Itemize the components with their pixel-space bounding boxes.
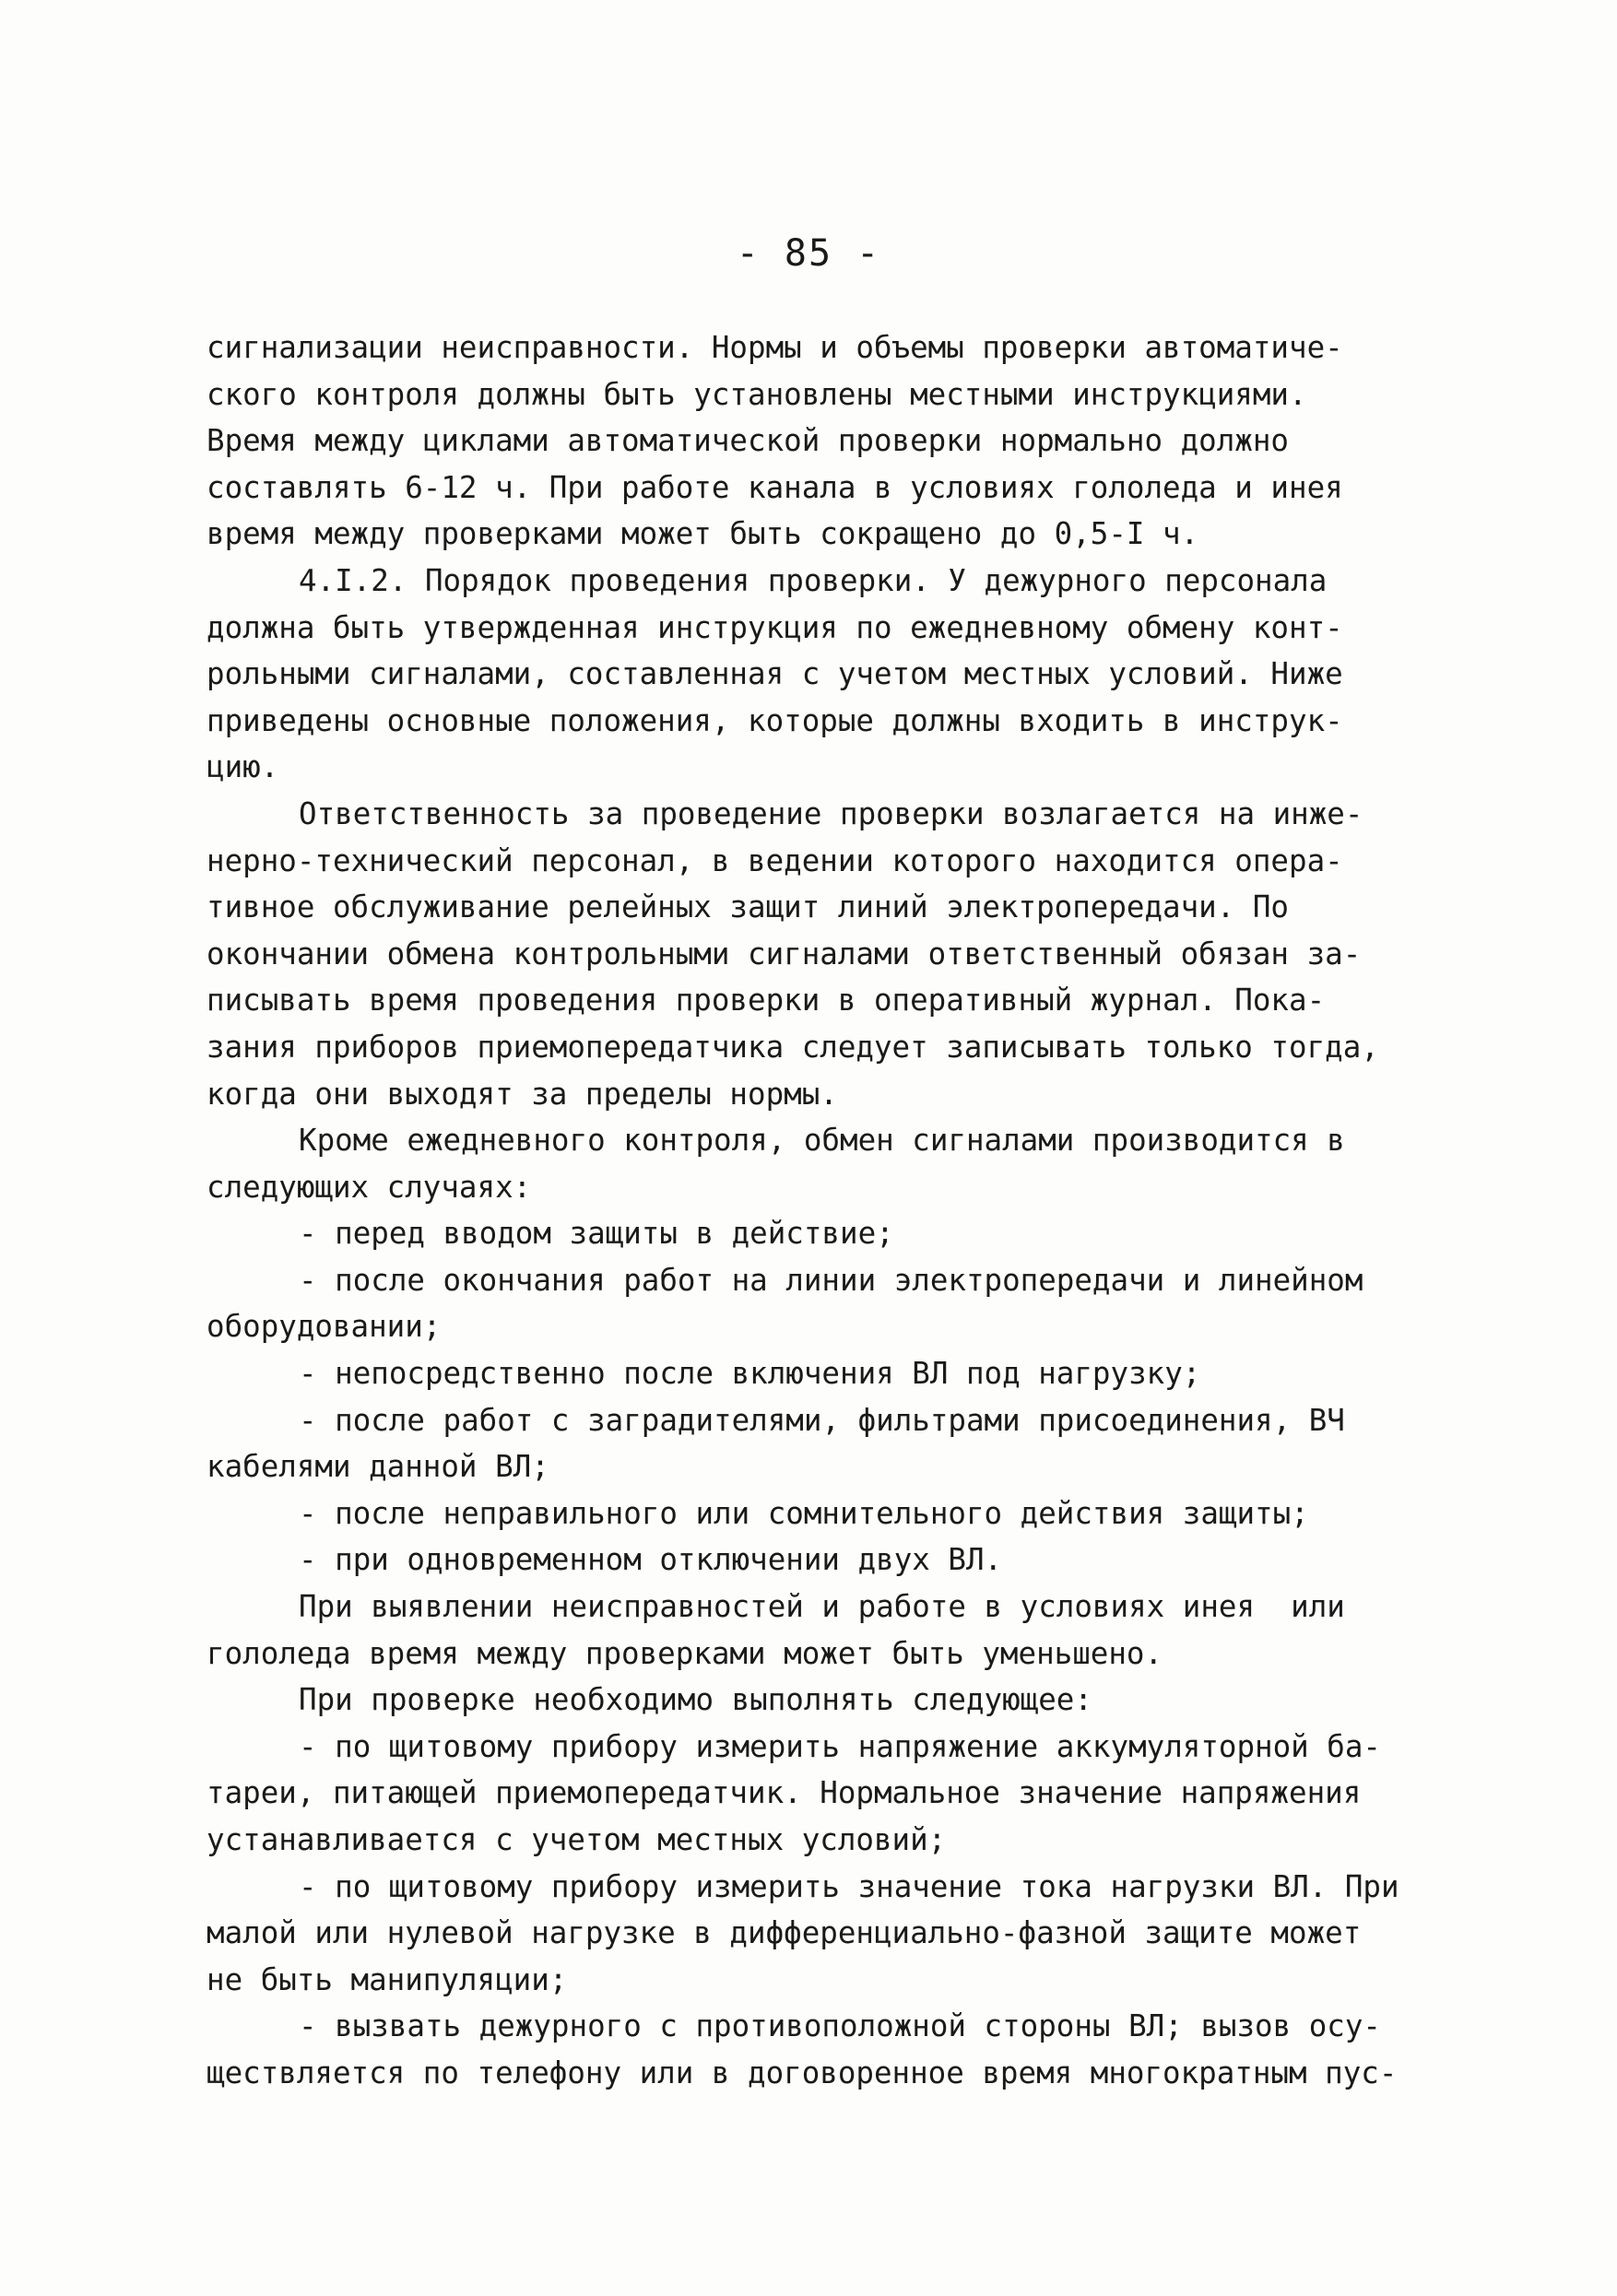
text-line: зания приборов приемопередатчика следует записывать только тогда, [207,1029,1379,1065]
text-line: цию. [207,749,279,785]
text-line: - вызвать дежурного с противоположной стороны ВЛ; вызов осу- [299,2008,1381,2044]
text-line: ского контроля должны быть установлены местными инструкциями. [207,376,1307,412]
text-line: должна быть утвержденная инструкция по ежедневному обмену конт- [207,609,1343,645]
text-line: кабелями данной ВЛ; [207,1449,549,1485]
text-line: малой или нулевой нагрузке в дифференциально-фазной защите может [207,1915,1362,1951]
text-line: - перед вводом защиты в действие; [299,1216,894,1252]
text-line: писывать время проведения проверки в оперативный журнал. Пока- [207,983,1326,1018]
text-line: - непосредственно после включения ВЛ под нагрузку; [299,1356,1201,1392]
text-line: - после работ с заградителями, фильтрами присоединения, ВЧ [299,1402,1345,1438]
text-line: - по щитовому прибору измерить напряжение аккумуляторной ба- [299,1728,1381,1764]
text-line: Кроме ежедневного контроля, обмен сигналами производится в [299,1123,1345,1159]
text-line: время между проверками может быть сокращено до 0,5-I ч. [207,516,1199,552]
text-line: устанавливается с учетом местных условий; [207,1822,947,1857]
text-line: - по щитовому прибору измерить значение тока нагрузки ВЛ. При [299,1868,1399,1904]
text-line: окончании обмена контрольными сигналами ответственный обязан за- [207,936,1362,971]
text-line: Ответственность за проведение проверки возлагается на инже- [299,795,1363,831]
text-line: ществляется по телефону или в договоренное время многократным пус- [207,2055,1398,2090]
text-line: рольными сигналами, составленная с учетом местных условий. Ниже [207,656,1343,692]
text-line: составлять 6-12 ч. При работе канала в условиях гололеда и инея [207,469,1343,505]
text-line: когда они выходят за пределы нормы. [207,1076,838,1112]
text-line: оборудовании; [207,1309,442,1345]
page-number: - 85 - [736,232,881,275]
text-line: - после окончания работ на линии электропередачи и линейном [299,1262,1363,1298]
text-line: При выявлении неисправностей и работе в условиях инея или [299,1589,1345,1625]
text-line: Время между циклами автоматической проверки нормально должно [207,423,1289,459]
text-line: При проверке необходимо выполнять следующее: [299,1682,1092,1718]
text-line: не быть манипуляции; [207,1961,568,1997]
text-line: следующих случаях: [207,1169,532,1205]
text-line: - при одновременном отключении двух ВЛ. [299,1542,1003,1578]
text-line: - после неправильного или сомнительного действия защиты; [299,1495,1309,1531]
text-line: сигнализации неисправности. Нормы и объемы проверки автоматиче- [207,330,1343,365]
text-line: 4.I.2. Порядок проведения проверки. У дежурного персонала [299,562,1328,598]
text-line: гололеда время между проверками может быть уменьшено. [207,1635,1163,1671]
text-line: нерно-технический персонал, в ведении которого находится опера- [207,842,1343,878]
text-line: тивное обслуживание релейных защит линий электропередачи. По [207,889,1289,925]
text-line: приведены основные положения, которые должны входить в инструк- [207,702,1343,738]
text-line: тареи, питающей приемопередатчик. Нормальное значение напряжения [207,1775,1362,1811]
body-text [207,324,1469,2097]
